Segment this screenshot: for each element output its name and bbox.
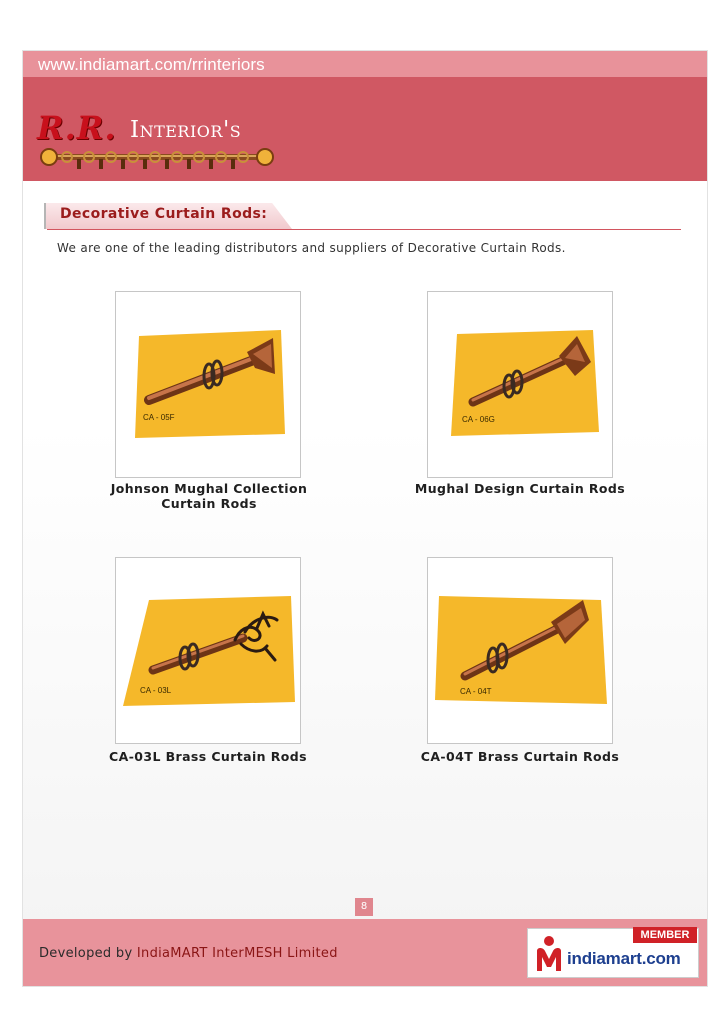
badge-member-label: MEMBER xyxy=(633,927,697,943)
product-code-3: CA - 03L xyxy=(140,686,172,695)
footer-credit xyxy=(39,946,338,961)
page-number: 8 xyxy=(355,898,373,916)
product-code-2: CA - 06G xyxy=(462,415,495,424)
product-code-4: CA - 04T xyxy=(460,687,492,696)
footer-credit-prefix: Developed by xyxy=(39,946,133,961)
product-code-1: CA - 05F xyxy=(143,413,175,422)
section-title: Decorative Curtain Rods: xyxy=(60,206,268,222)
logo-curtain-rod-icon xyxy=(37,147,277,173)
product-card-2[interactable] xyxy=(427,291,613,478)
product-name-1[interactable]: Johnson Mughal Collection Curtain Rods xyxy=(110,481,308,511)
brochure-page xyxy=(22,50,708,987)
company-logo xyxy=(37,101,297,181)
section-divider xyxy=(47,229,681,230)
badge-brand: indiamart.com xyxy=(567,949,681,968)
logo-initials: R.R. xyxy=(37,109,117,147)
indiamart-logo-icon xyxy=(534,935,564,973)
url-bar xyxy=(23,51,708,77)
product-card-3[interactable] xyxy=(115,557,301,744)
product-name-2[interactable]: Mughal Design Curtain Rods xyxy=(414,481,626,496)
footer-credit-link[interactable]: IndiaMART InterMESH Limited xyxy=(136,946,338,961)
product-name-3[interactable]: CA-03L Brass Curtain Rods xyxy=(109,749,307,764)
intro-text: We are one of the leading distributors and suppliers of Decorative Curtain Rods. xyxy=(57,241,566,255)
site-url[interactable]: www.indiamart.com/rrinteriors xyxy=(38,55,265,74)
logo-name: Interior's xyxy=(130,117,242,143)
product-card-4[interactable] xyxy=(427,557,613,744)
product-name-4[interactable]: CA-04T Brass Curtain Rods xyxy=(420,749,620,764)
product-card-1[interactable] xyxy=(115,291,301,478)
header-band xyxy=(23,77,708,181)
